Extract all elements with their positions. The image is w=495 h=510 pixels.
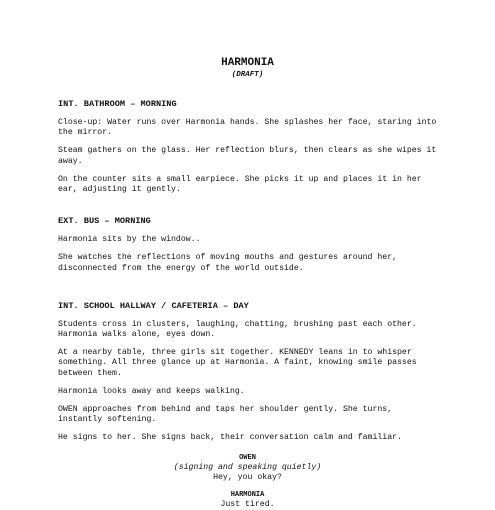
action-paragraph: OWEN approaches from behind and taps her shoulder gently. She turns, instantly softening. <box>58 405 393 425</box>
scene-heading: INT. BATHROOM – MORNING <box>58 99 177 109</box>
action-paragraph: Close-up: Water runs over Harmonia hands. She splashes her face, staring into the mirror. <box>58 118 437 138</box>
dialogue-line: Just tired. <box>220 499 275 509</box>
character-cue: HARMONIA <box>230 490 265 499</box>
document-subtitle: (DRAFT) <box>231 71 264 79</box>
action-paragraph: On the counter sits a small earpiece. She picks it up and places it in her ear, adjusting it gently. <box>58 174 422 195</box>
character-cue: OWEN <box>239 453 256 462</box>
document-title: HARMONIA <box>221 57 274 69</box>
action-paragraph: Harmonia sits by the window.. <box>58 235 201 245</box>
parenthetical: (signing and speaking quietly) <box>173 462 322 472</box>
scene-heading: EXT. BUS – MORNING <box>58 216 151 227</box>
action-paragraph: She watches the reflections of moving mouths and gestures around her, disconnected from the energy of the world outside. <box>58 253 398 273</box>
action-paragraph: At a nearby table, three girls sit together. KENNEDY leans in to whisper something. All three glance up at Harmonia. A faint, knowing smile passes between them. <box>58 348 417 378</box>
scene-heading: INT. SCHOOL HALLWAY / CAFETERIA – DAY <box>58 300 249 311</box>
dialogue-line: Hey, you okay? <box>213 472 282 482</box>
action-paragraph: Students cross in clusters, laughing, chatting, brushing past each other. Harmonia walks alone, eyes down. <box>58 319 417 340</box>
action-paragraph: He signs to her. She signs back, their conversation calm and familiar. <box>58 433 402 443</box>
action-paragraph: Steam gathers on the glass. Her reflection blurs, then clears as she wipes it away. <box>58 146 437 166</box>
action-paragraph: Harmonia looks away and keeps walking. <box>58 386 245 396</box>
